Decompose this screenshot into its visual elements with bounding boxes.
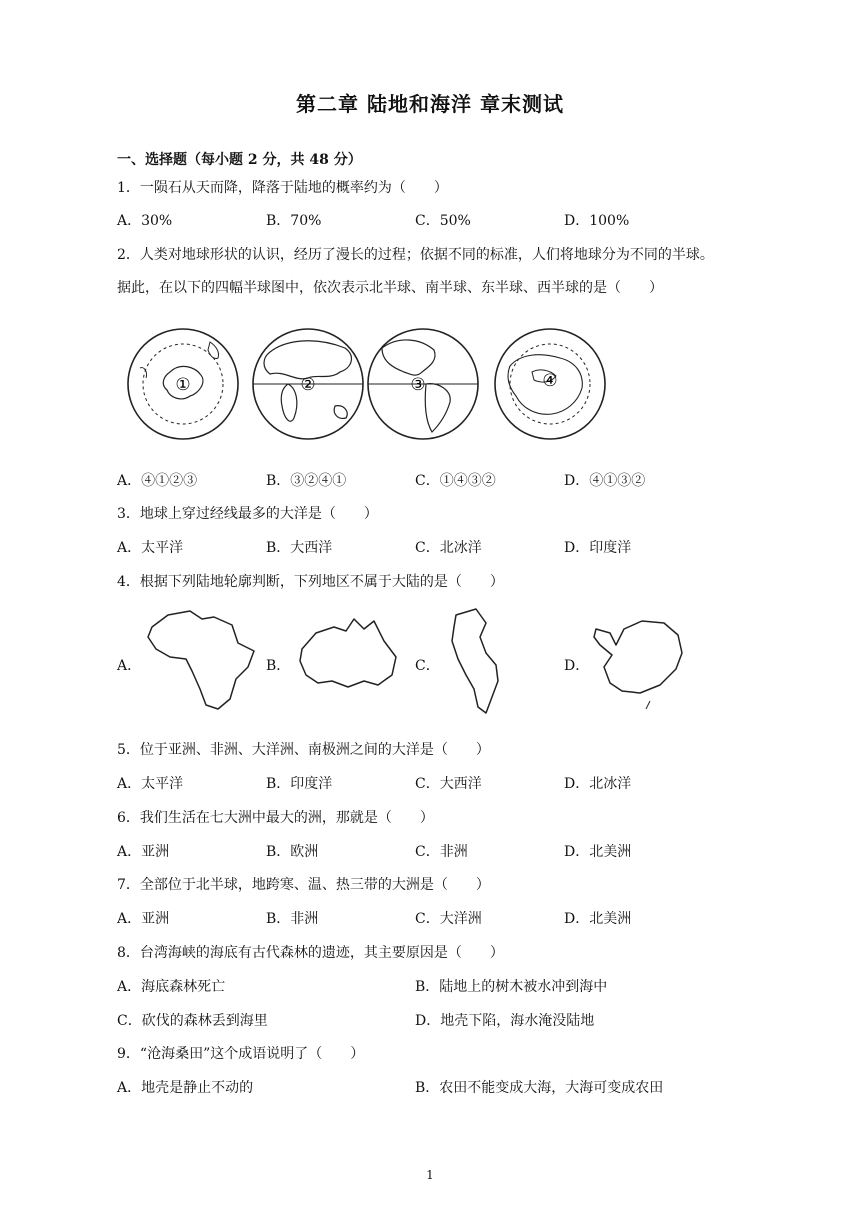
q8-option-a[interactable]: A．海底森林死亡: [117, 979, 226, 995]
q8-option-b[interactable]: B．陆地上的树木被水冲到海中: [415, 979, 608, 995]
q5-option-d[interactable]: D．北冰洋: [564, 776, 632, 792]
question-9-stem: 9．“沧海桑田”这个成语说明了（ ）: [117, 1046, 365, 1062]
q1-option-c[interactable]: C．50%: [415, 213, 471, 229]
q4-option-a[interactable]: A．: [117, 658, 142, 674]
q2-option-a[interactable]: A．④①②③: [117, 473, 198, 489]
hemisphere-label-2: ②: [300, 375, 316, 395]
question-5-stem: 5．位于亚洲、非洲、大洋洲、南极洲之间的大洋是（ ）: [117, 742, 490, 758]
q6-option-c[interactable]: C．非洲: [415, 844, 468, 860]
antarctica-outline: [594, 621, 682, 693]
hemisphere-label-3: ③: [410, 375, 426, 395]
question-6-stem: 6．我们生活在七大洲中最大的洲，那就是（ ）: [117, 810, 434, 826]
australia-outline: [300, 619, 396, 687]
q8-option-c[interactable]: C．砍伐的森林丢到海里: [117, 1013, 268, 1029]
q7-option-d[interactable]: D．北美洲: [564, 911, 632, 927]
hemisphere-label-4: ④: [542, 371, 558, 391]
q5-option-b[interactable]: B．印度洋: [266, 776, 333, 792]
q3-option-a[interactable]: A．太平洋: [117, 540, 184, 556]
q9-option-b[interactable]: B．农田不能变成大海，大海可变成农田: [415, 1080, 664, 1096]
question-1-stem: 1．一陨石从天而降，降落于陆地的概率约为（ ）: [117, 180, 448, 196]
question-7-stem: 7．全部位于北半球，地跨寒、温、热三带的大洲是（ ）: [117, 877, 490, 893]
africa-outline: [148, 611, 254, 709]
antarctica-peninsula: [646, 701, 650, 709]
q3-option-c[interactable]: C．北冰洋: [415, 540, 482, 556]
hemisphere-figures: [120, 322, 620, 448]
question-3-stem: 3．地球上穿过经线最多的大洋是（ ）: [117, 506, 378, 522]
q1-option-d[interactable]: D．100%: [564, 213, 630, 229]
q7-option-b[interactable]: B．非洲: [266, 911, 319, 927]
page-number: 1: [426, 1168, 434, 1182]
q7-option-a[interactable]: A．亚洲: [117, 911, 170, 927]
continent-outlines: [140, 605, 700, 720]
q4-option-b[interactable]: B．: [266, 658, 291, 674]
q8-option-d[interactable]: D．地壳下陷，海水淹没陆地: [415, 1013, 595, 1029]
q5-option-a[interactable]: A．太平洋: [117, 776, 184, 792]
q9-option-a[interactable]: A．地壳是静止不动的: [117, 1080, 254, 1096]
q4-option-c[interactable]: C．: [415, 658, 440, 674]
q6-option-d[interactable]: D．北美洲: [564, 844, 632, 860]
q2-option-c[interactable]: C．①④③②: [415, 473, 496, 489]
q5-option-c[interactable]: C．大西洋: [415, 776, 482, 792]
q2-option-d[interactable]: D．④①③②: [564, 473, 646, 489]
q3-option-d[interactable]: D．印度洋: [564, 540, 632, 556]
question-2-stem-line2: 据此，在以下的四幅半球图中，依次表示北半球、南半球、东半球、西半球的是（ ）: [117, 280, 663, 296]
q6-option-a[interactable]: A．亚洲: [117, 844, 170, 860]
q4-option-d[interactable]: D．: [564, 658, 590, 674]
q3-option-b[interactable]: B．大西洋: [266, 540, 333, 556]
question-8-stem: 8．台湾海峡的海底有古代森林的遗迹，其主要原因是（ ）: [117, 945, 504, 961]
q1-option-a[interactable]: A．30%: [117, 213, 173, 229]
q2-option-b[interactable]: B．③②④①: [266, 473, 347, 489]
hemisphere-label-1: ①: [175, 375, 191, 395]
question-4-stem: 4．根据下列陆地轮廓判断，下列地区不属于大陆的是（ ）: [117, 574, 504, 590]
q6-option-b[interactable]: B．欧洲: [266, 844, 319, 860]
q7-option-c[interactable]: C．大洋洲: [415, 911, 482, 927]
greenland-outline: [452, 609, 498, 713]
section-heading: 一、选择题（每小题 2 分，共 48 分）: [117, 152, 362, 168]
page-title: 第二章 陆地和海洋 章末测试: [296, 92, 564, 116]
question-2-stem-line1: 2．人类对地球形状的认识，经历了漫长的过程；依据不同的标准，人们将地球分为不同的半球。: [117, 247, 714, 263]
q1-option-b[interactable]: B．70%: [266, 213, 322, 229]
